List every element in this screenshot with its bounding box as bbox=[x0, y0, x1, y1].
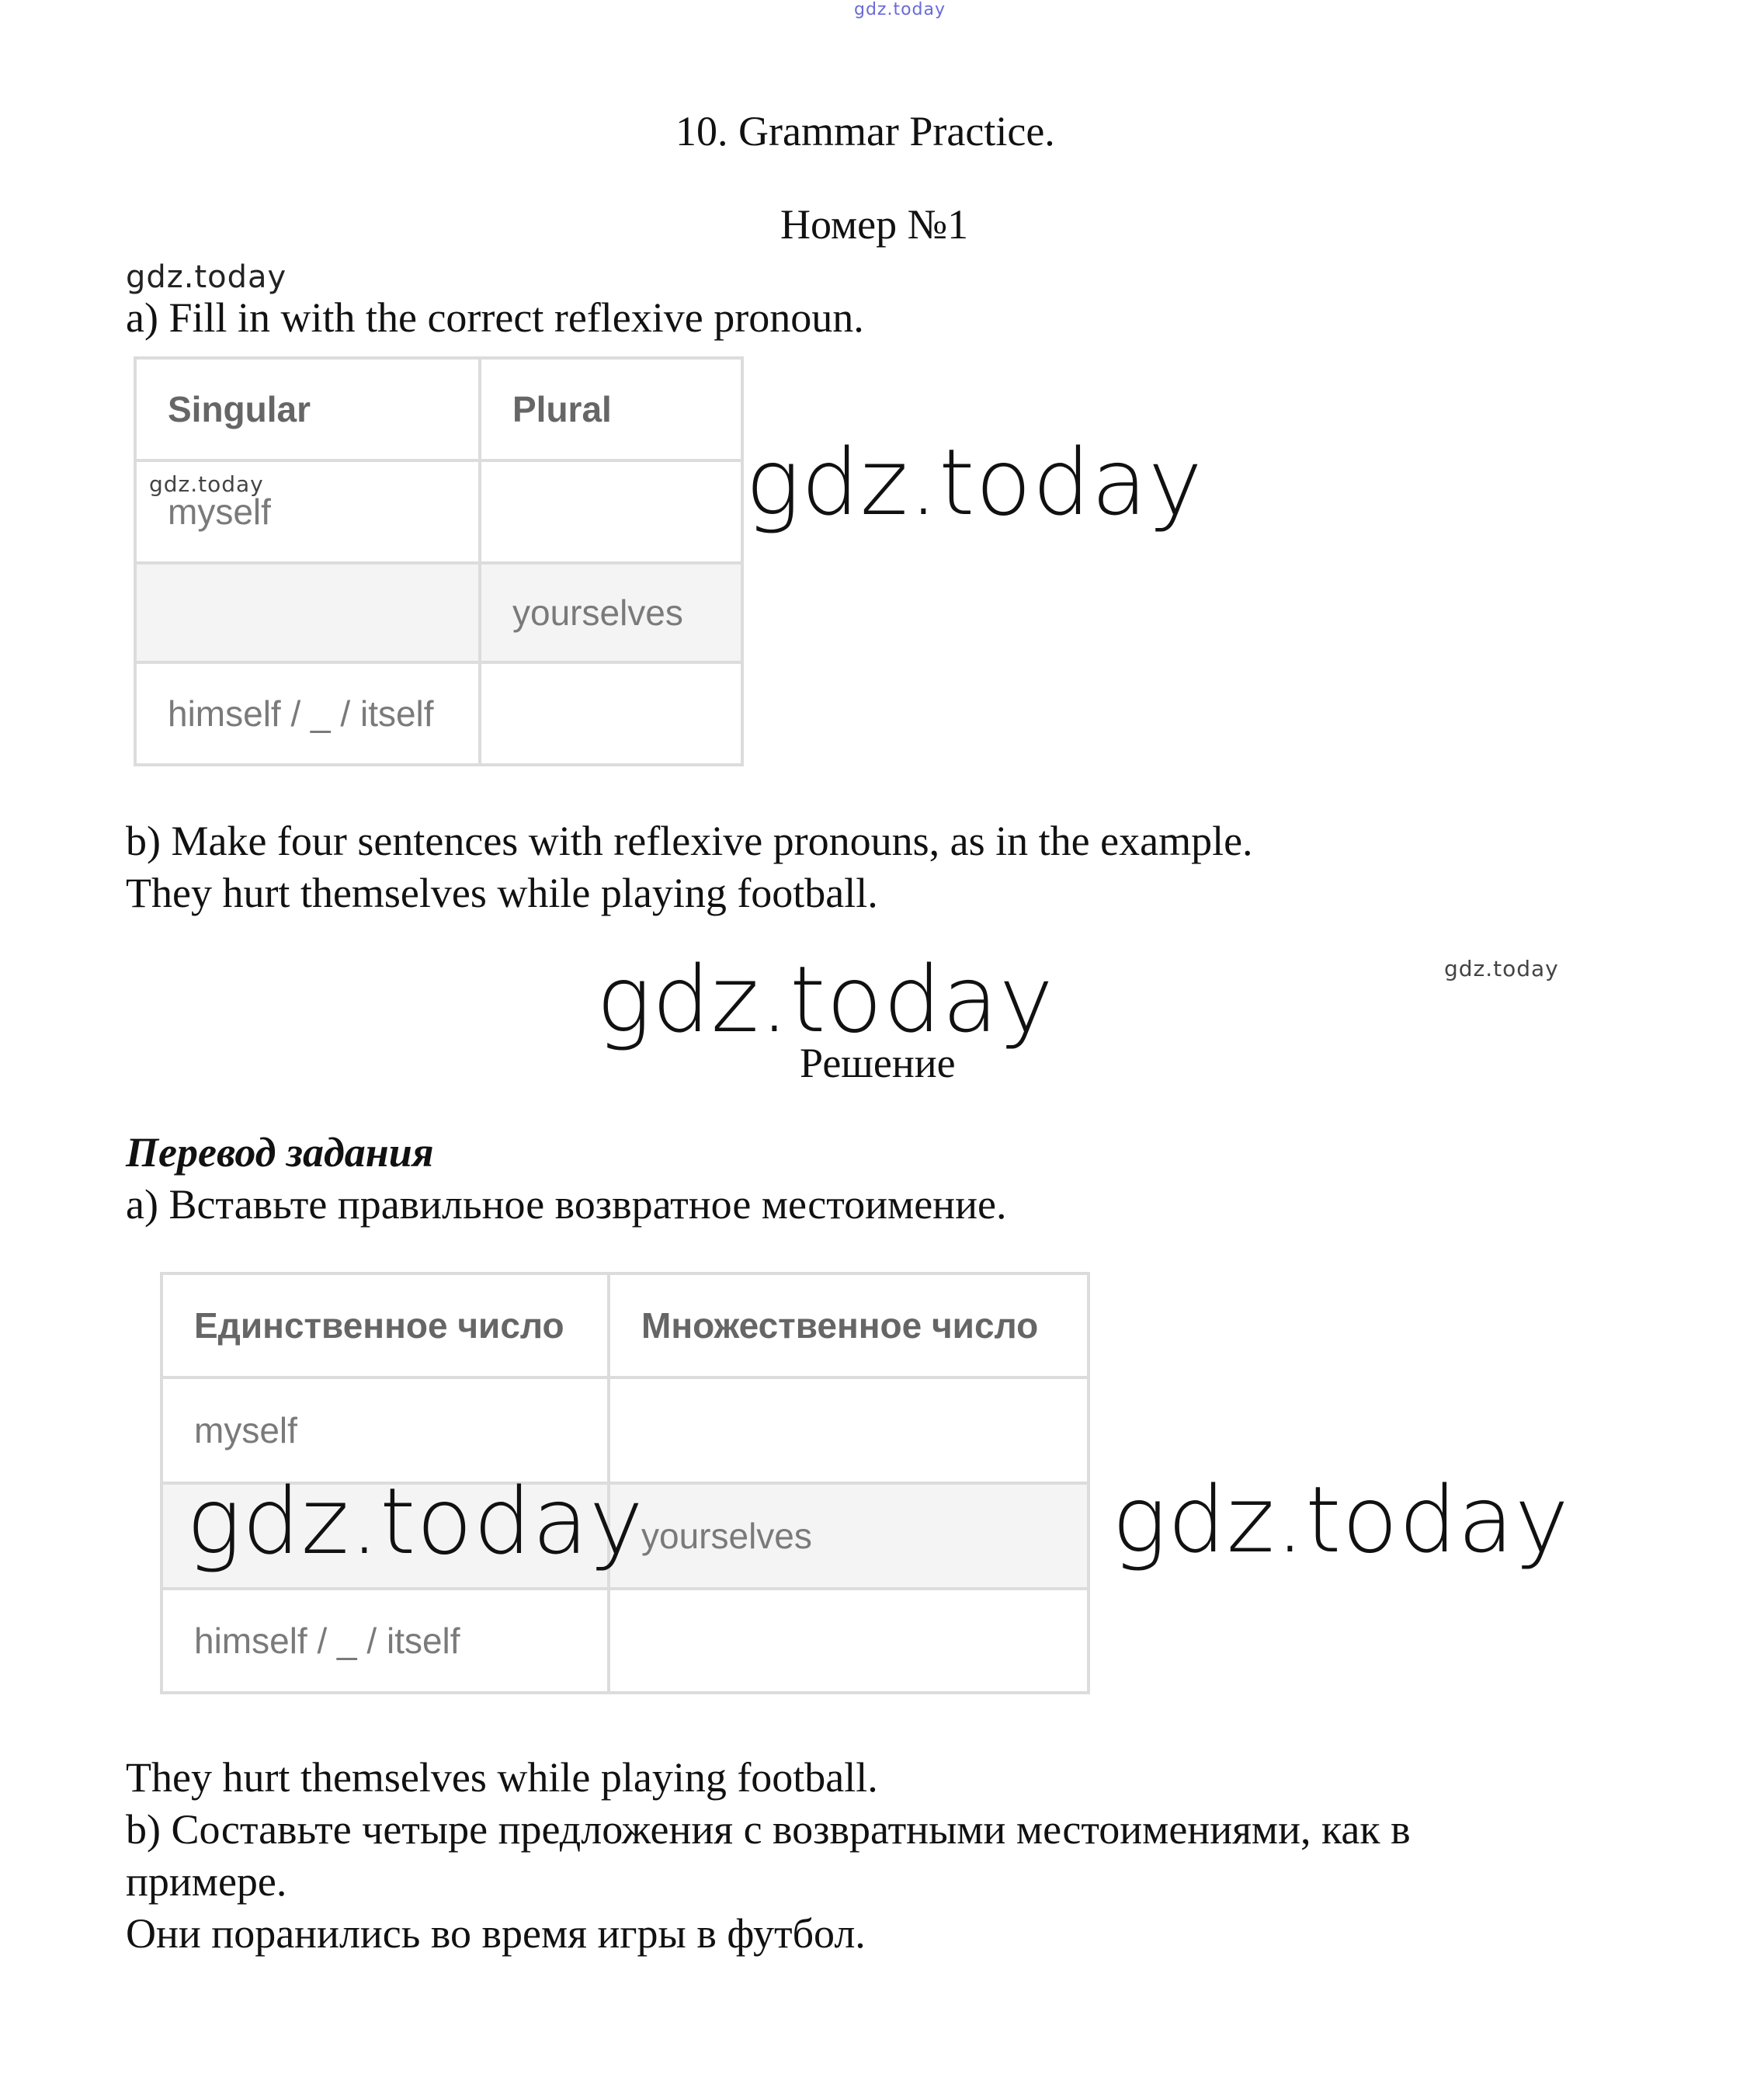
watermark-large-right: gdz.today bbox=[1112, 1466, 1570, 1573]
translation-b-text: b) Составьте четыре предложения с возвратными местоимениями, как в bbox=[126, 1806, 1411, 1853]
watermark-in-table: gdz.today bbox=[149, 471, 264, 497]
solution-label: Решение bbox=[800, 1040, 956, 1086]
watermark-large-center: gdz.today bbox=[596, 946, 1054, 1053]
watermark-small: gdz.today bbox=[126, 259, 287, 295]
table-cell bbox=[480, 460, 742, 563]
watermark-large-table: gdz.today bbox=[186, 1468, 644, 1575]
watermark-large: gdz.today bbox=[745, 429, 1203, 536]
table-cell: myself bbox=[161, 1377, 609, 1483]
table-cell: myself bbox=[135, 460, 480, 563]
translation-a-text: а) Вставьте правильное возвратное местоимение. bbox=[126, 1181, 1007, 1228]
table-header: Singular bbox=[135, 358, 480, 460]
exercise-number: Номер №1 bbox=[780, 201, 969, 248]
table-cell bbox=[480, 662, 742, 765]
top-watermark: gdz.today bbox=[854, 0, 946, 19]
example-sentence: They hurt themselves while playing football. bbox=[126, 870, 878, 916]
table-cell bbox=[609, 1589, 1089, 1693]
translation-heading: Перевод задания bbox=[126, 1129, 434, 1176]
translation-b-continuation: примере. bbox=[126, 1858, 287, 1905]
task-a-text: a) Fill in with the correct reflexive pronoun. bbox=[126, 294, 864, 341]
translation-example: Они поранились во время игры в футбол. bbox=[126, 1910, 866, 1957]
page-title: 10. Grammar Practice. bbox=[675, 108, 1055, 155]
table-cell: himself / _ / itself bbox=[161, 1589, 609, 1693]
table-header: Plural bbox=[480, 358, 742, 460]
table-header: Множественное число bbox=[609, 1273, 1089, 1377]
table-header: Единственное число bbox=[161, 1273, 609, 1377]
table-cell bbox=[609, 1377, 1089, 1483]
task-b-text: b) Make four sentences with reflexive pronouns, as in the example. bbox=[126, 818, 1253, 864]
watermark-small-right: gdz.today bbox=[1444, 956, 1559, 981]
pronoun-table-english bbox=[134, 356, 744, 766]
example-sentence-repeat: They hurt themselves while playing football. bbox=[126, 1754, 878, 1801]
table-cell: yourselves bbox=[480, 563, 742, 662]
table-cell bbox=[135, 563, 480, 662]
table-cell: yourselves bbox=[609, 1483, 1089, 1589]
table-cell: himself / _ / itself bbox=[135, 662, 480, 765]
